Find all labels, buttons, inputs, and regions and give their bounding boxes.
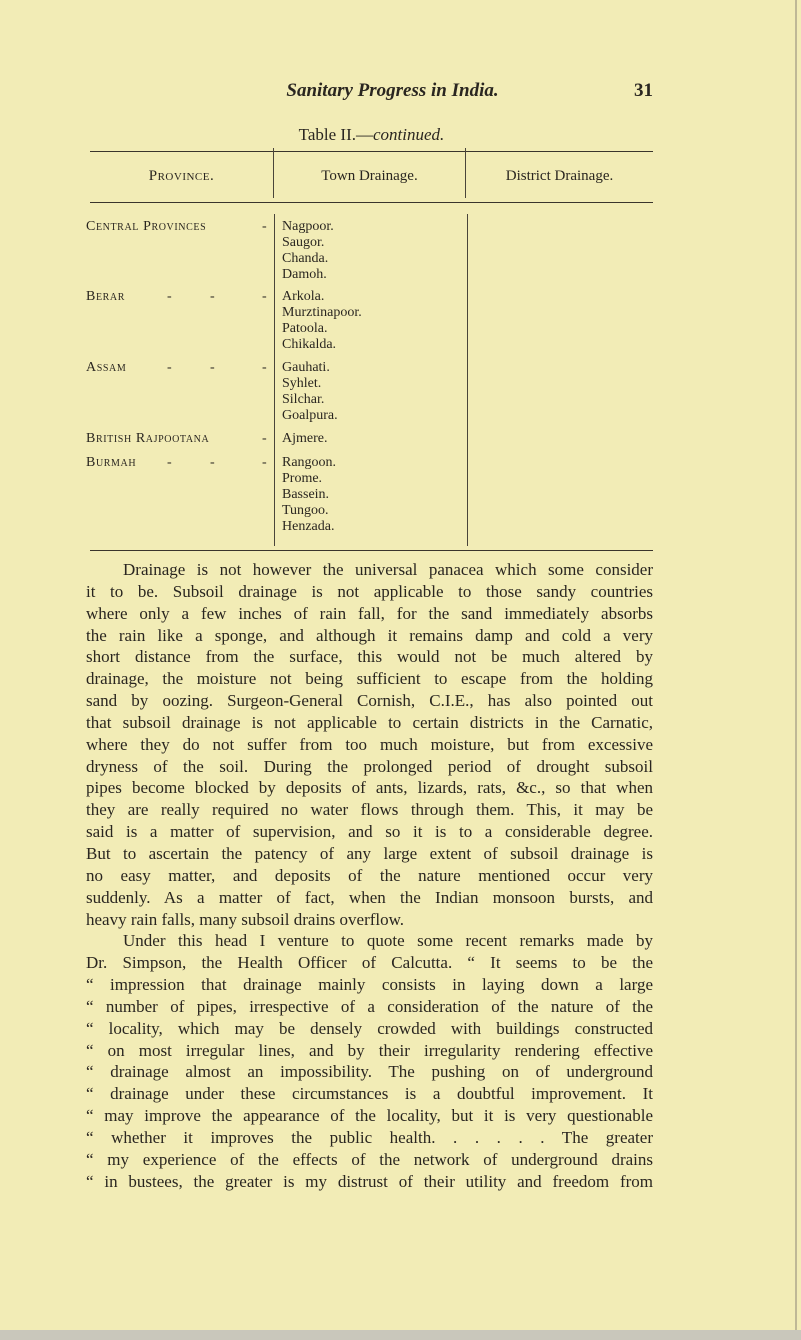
town-list: [282, 219, 334, 283]
table-bottom-rule: [90, 550, 653, 551]
text-line: “ in bustees, the greater is my distrust of their utility and freedom from: [86, 1171, 653, 1191]
column-divider: [274, 214, 275, 546]
town-name: Goalpura.: [282, 408, 338, 423]
leader-dash: -: [167, 289, 172, 304]
town-name: Chanda.: [282, 251, 329, 266]
town-name: Ajmere.: [282, 431, 328, 446]
town-name: Gauhati.: [282, 360, 330, 375]
text-line: drainage, the moisture not being sufficient to escape from the holding: [86, 669, 653, 689]
text-line: “ drainage under these circumstances is a doubtful improvement. It: [86, 1084, 653, 1104]
town-name: Damoh.: [282, 267, 327, 282]
body-text: [86, 559, 653, 1192]
town-name: Syhlet.: [282, 376, 322, 391]
page-number: 31: [634, 80, 653, 101]
text-line: pipes become blocked by deposits of ants, lizards, rats, &c., so that when: [86, 778, 653, 798]
town-name: Henzada.: [282, 519, 335, 534]
town-name: Murztinapoor.: [282, 305, 362, 320]
town-list: [282, 289, 362, 353]
caption-main: Table II.—: [298, 125, 374, 144]
text-line: “ on most irregular lines, and by their irregularity rendering effective: [86, 1040, 653, 1060]
text-line: no easy matter, and deposits of the nature mentioned occur very: [86, 865, 653, 885]
text-line: it to be. Subsoil drainage is not applicable to those sandy countries: [86, 581, 653, 601]
town-name: Chikalda.: [282, 337, 337, 352]
text-line: Drainage is not however the universal panacea which some consider: [123, 560, 653, 579]
province-name: British Rajpootana: [86, 431, 210, 446]
text-line: heavy rain falls, many subsoil drains overflow.: [86, 909, 405, 929]
leader-dash: -: [167, 360, 172, 375]
leader-dash: -: [262, 360, 267, 375]
leader-dash: -: [262, 219, 267, 234]
paragraph: [86, 559, 653, 930]
text-line: sand by oozing. Surgeon-General Cornish, C.I.E., has also pointed out: [86, 691, 653, 711]
text-line: “ whether it improves the public health. . . . . . The greater: [86, 1127, 653, 1147]
column-header-district-drainage: District Drainage.: [505, 168, 614, 184]
paragraph: [86, 930, 653, 1192]
text-line: Dr. Simpson, the Health Officer of Calcutta. “ It seems to be the: [86, 953, 653, 973]
text-line: where they do not suffer from too much moisture, but from excessive: [86, 734, 653, 754]
leader-dash: -: [210, 455, 215, 470]
text-line: that subsoil drainage is not applicable to certain districts in the Carnatic,: [86, 712, 653, 732]
province-name: Berar: [86, 289, 126, 304]
scan-page-edge: [795, 0, 797, 1330]
scan-bottom-margin: [0, 1330, 801, 1340]
leader-dash: -: [167, 455, 172, 470]
town-name: Arkola.: [282, 289, 325, 304]
town-list: [282, 360, 338, 424]
text-line: But to ascertain the patency of any large extent of subsoil drainage is: [86, 843, 653, 863]
leader-dash: -: [262, 289, 267, 304]
table-top-rule: [90, 151, 653, 152]
caption-continued: continued.: [373, 125, 445, 144]
text-line: dryness of the soil. During the prolonged period of drought subsoil: [86, 756, 653, 776]
table-header-rule: [90, 202, 653, 203]
text-line: suddenly. As a matter of fact, when the Indian monsoon bursts, and: [86, 887, 653, 907]
town-list: [282, 455, 336, 535]
province-name: Assam: [86, 360, 127, 375]
table-caption: [90, 125, 653, 145]
text-line: “ may improve the appearance of the locality, but it is very questionable: [86, 1106, 653, 1126]
town-name: Saugor.: [282, 235, 325, 250]
text-line: “ my experience of the effects of the network of underground drains: [86, 1149, 653, 1169]
column-header-province: Province.: [148, 168, 215, 184]
leader-dash: -: [210, 360, 215, 375]
town-name: Patoola.: [282, 321, 328, 336]
town-name: Rangoon.: [282, 455, 337, 470]
text-line: the rain like a sponge, and although it remains damp and cold a very: [86, 625, 653, 645]
text-line: “ locality, which may be densely crowded with buildings constructed: [86, 1018, 653, 1038]
text-line: they are really required no water flows through them. This, it may be: [86, 800, 653, 820]
text-line: “ number of pipes, irrespective of a consideration of the nature of the: [86, 996, 653, 1016]
town-name: Tungoo.: [282, 503, 329, 518]
town-list: [282, 431, 327, 447]
text-line: “ drainage almost an impossibility. The pushing on of underground: [86, 1062, 653, 1082]
town-name: Silchar.: [282, 392, 325, 407]
province-name: Central Provinces: [86, 219, 207, 234]
town-name: Nagpoor.: [282, 219, 334, 234]
town-name: Prome.: [282, 471, 323, 486]
text-line: Under this head I venture to quote some recent remarks made by: [123, 931, 653, 951]
town-name: Bassein.: [282, 487, 330, 502]
text-line: where only a few inches of rain fall, for the sand immediately absorbs: [86, 603, 653, 623]
column-header-town-drainage: Town Drainage.: [321, 168, 418, 184]
running-title-text: Sanitary Progress in India.: [286, 80, 499, 101]
leader-dash: -: [210, 289, 215, 304]
leader-dash: -: [262, 431, 267, 446]
leader-dash: -: [262, 455, 267, 470]
column-divider: [467, 214, 468, 546]
text-line: short distance from the surface, this would not be much altered by: [86, 647, 653, 667]
province-name: Burmah: [86, 455, 137, 470]
text-line: said is a matter of supervision, and so it is to a considerable degree.: [86, 822, 653, 842]
running-title: [0, 80, 801, 102]
text-line: “ impression that drainage mainly consists in laying down a large: [86, 975, 653, 995]
